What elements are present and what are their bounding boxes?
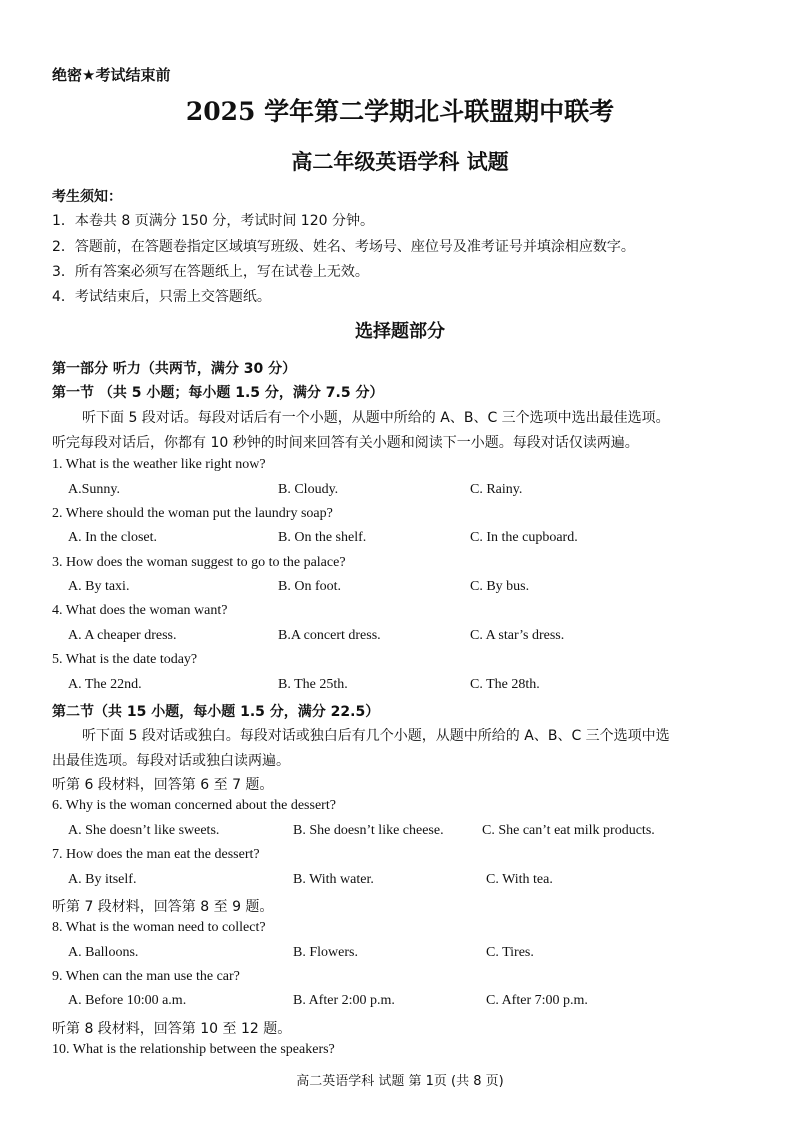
- question-text: 7. How does the man eat the dessert?: [52, 847, 260, 862]
- question-text: 5. What is the date today?: [52, 652, 198, 667]
- option-a: A. She doesn’t like sweets.: [68, 823, 220, 838]
- section2-instruction: 出最佳选项。每段对话或独白读两遍。: [52, 753, 290, 769]
- question-text: 8. What is the woman need to collect?: [52, 920, 266, 935]
- material-label: 听第 7 段材料，回答第 8 至 9 题。: [52, 899, 274, 915]
- section1-heading: 第一节 （共 5 小题；每小题 1.5 分，满分 7.5 分）: [52, 385, 384, 401]
- question-text: 2. Where should the woman put the laundry soap?: [52, 506, 333, 521]
- material-label: 听第 6 段材料，回答第 6 至 7 题。: [52, 777, 274, 793]
- option-c: C. A star’s dress.: [470, 628, 565, 643]
- option-c: C. She can’t eat milk products.: [482, 823, 655, 838]
- question-text: 4. What does the woman want?: [52, 603, 228, 618]
- notice-item: 2．答题前，在答题卷指定区域填写班级、姓名、考场号、座位号及准考证号并填涂相应数字。: [52, 239, 635, 255]
- part1-heading: 第一部分 听力（共两节，满分 30 分）: [52, 361, 297, 377]
- option-a: A. A cheaper dress.: [68, 628, 177, 643]
- option-c: C. Rainy.: [470, 482, 523, 497]
- question-text: 9. When can the man use the car?: [52, 969, 240, 984]
- option-b: B. Cloudy.: [278, 482, 339, 497]
- option-c: C. With tea.: [486, 872, 553, 887]
- option-b: B. On foot.: [278, 579, 341, 594]
- section2-heading: 第二节（共 15 小题，每小题 1.5 分，满分 22.5）: [52, 704, 380, 720]
- option-c: C. In the cupboard.: [470, 530, 578, 545]
- option-a: A. By itself.: [68, 872, 137, 887]
- question-text: 1. What is the weather like right now?: [52, 457, 266, 472]
- option-c: C. After 7:00 p.m.: [486, 993, 588, 1008]
- option-c: C. By bus.: [470, 579, 530, 594]
- option-b: B. With water.: [293, 872, 374, 887]
- option-a: A. Before 10:00 a.m.: [68, 993, 187, 1008]
- section-title: 选择题部分: [355, 321, 445, 342]
- notice-item: 3．所有答案必须写在答题纸上，写在试卷上无效。: [52, 264, 369, 280]
- question-text: 10. What is the relationship between the speakers?: [52, 1042, 335, 1057]
- option-b: B. On the shelf.: [278, 530, 367, 545]
- option-a: A. By taxi.: [68, 579, 130, 594]
- exam-title: 2025 学年第二学期北斗联盟期中联考: [185, 97, 615, 126]
- option-a: A. Balloons.: [68, 945, 139, 960]
- notice-item: 1．本卷共 8 页满分 150 分，考试时间 120 分钟。: [52, 213, 374, 229]
- option-c: C. The 28th.: [470, 677, 540, 692]
- notice-heading: 考生须知：: [52, 189, 122, 205]
- exam-subtitle: 高二年级英语学科 试题: [291, 149, 509, 174]
- section1-instruction: 听完每段对话后，你都有 10 秒钟的时间来回答有关小题和阅读下一小题。每段对话仅读两遍。: [52, 435, 639, 451]
- option-c: C. Tires.: [486, 945, 534, 960]
- option-b: B. After 2:00 p.m.: [293, 993, 395, 1008]
- confidential-label: 绝密★考试结束前: [52, 66, 171, 84]
- option-a: A. In the closet.: [68, 530, 158, 545]
- option-a: A.Sunny.: [68, 482, 120, 497]
- notice-item: 4．考试结束后，只需上交答题纸。: [52, 289, 271, 305]
- question-text: 6. Why is the woman concerned about the dessert?: [52, 798, 336, 813]
- option-b: B.A concert dress.: [278, 628, 381, 643]
- section1-instruction: 听下面 5 段对话。每段对话后有一个小题，从题中所给的 A、B、C 三个选项中选出最佳选项。: [82, 410, 670, 426]
- option-a: A. The 22nd.: [68, 677, 142, 692]
- material-label: 听第 8 段材料，回答第 10 至 12 题。: [52, 1021, 292, 1037]
- option-b: B. The 25th.: [278, 677, 348, 692]
- page-footer: 高二英语学科 试题 第 1页 (共 8 页): [296, 1074, 504, 1089]
- section2-instruction: 听下面 5 段对话或独白。每段对话或独白后有几个小题，从题中所给的 A、B、C 三个选项中选: [82, 728, 670, 744]
- question-text: 3. How does the woman suggest to go to the palace?: [52, 555, 346, 570]
- option-b: B. Flowers.: [293, 945, 358, 960]
- option-b: B. She doesn’t like cheese.: [293, 823, 444, 838]
